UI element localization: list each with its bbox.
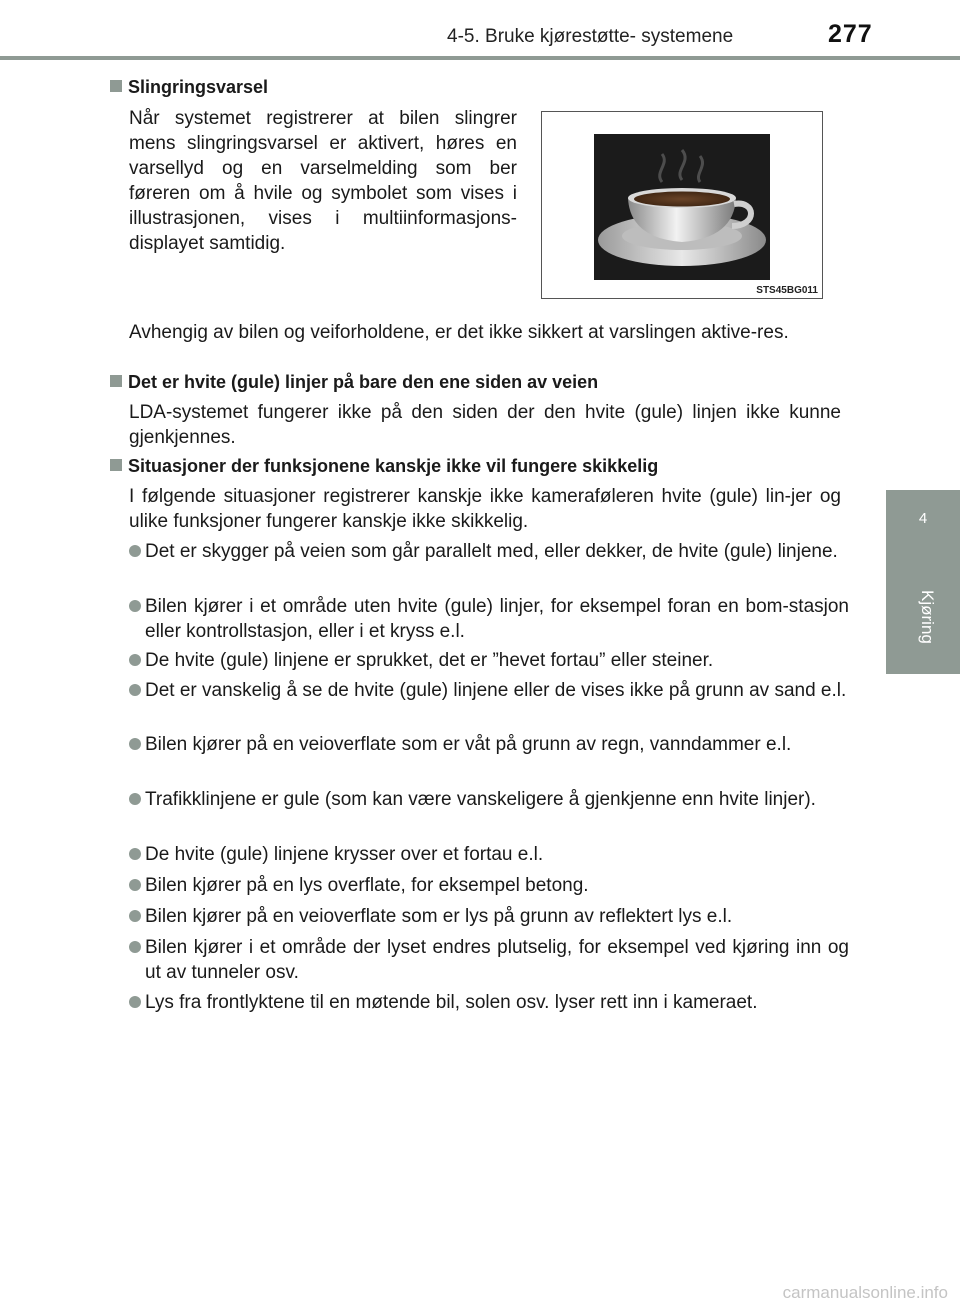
heading-one-side-lines: Det er hvite (gule) linjer på bare den ene siden av veien bbox=[110, 371, 598, 393]
heading-limitations: Situasjoner der funksjonene kanskje ikke vil fungere skikkelig bbox=[110, 455, 658, 477]
figure-code: STS45BG011 bbox=[756, 285, 818, 296]
list-item: Bilen kjører på en veioverflate som er lys på grunn av reflektert lys e.l. bbox=[129, 904, 849, 929]
bullet-dot-icon bbox=[129, 654, 141, 666]
section-title: 4-5. Bruke kjørestøtte- systemene bbox=[447, 26, 734, 47]
square-bullet-icon bbox=[110, 80, 122, 92]
list-item: Bilen kjører i et område uten hvite (gule) linjer, for eksempel foran en bom-stasjon eller kontrollstasjon, eller i et kryss e.l. bbox=[129, 594, 849, 644]
bullet-dot-icon bbox=[129, 848, 141, 860]
list-item: Lys fra frontlyktene til en møtende bil, solen osv. lyser rett inn i kameraet. bbox=[129, 990, 849, 1015]
bullet-dot-icon bbox=[129, 910, 141, 922]
bullet-dot-icon bbox=[129, 545, 141, 557]
bullet-dot-icon bbox=[129, 738, 141, 750]
coffee-cup-figure bbox=[541, 111, 823, 299]
bullet-dot-icon bbox=[129, 879, 141, 891]
list-item: Bilen kjører i et område der lyset endres plutselig, for eksempel ved kjøring inn og ut av tunneler osv. bbox=[129, 935, 849, 985]
limitations-intro: I følgende situasjoner registrerer kanskje ikke kameraføleren hvite (gule) lin-jer og ulike funksjoner fungerer kanskje ikke skikkelig. bbox=[129, 486, 841, 532]
header-divider bbox=[0, 56, 960, 60]
list-item: De hvite (gule) linjene er sprukket, det er ”hevet fortau” eller steiner. bbox=[129, 648, 849, 673]
list-item: Det er vanskelig å se de hvite (gule) linjene eller de vises ikke på grunn av sand e.l. bbox=[129, 678, 849, 703]
slingringsvarsel-intro: Når systemet registrerer at bilen slingrer mens slingringsvarsel er aktivert, høres en varsellyd og en varselmelding som ber føreren om å hvile og symbolet som vises i illustrasjonen, vises i multiinformasjons-displayet samtidig. bbox=[129, 108, 517, 254]
bullet-dot-icon bbox=[129, 996, 141, 1008]
square-bullet-icon bbox=[110, 375, 122, 387]
chapter-name: Kjøring bbox=[918, 590, 937, 644]
bullet-dot-icon bbox=[129, 600, 141, 612]
coffee-cup-icon bbox=[542, 112, 822, 298]
bullet-dot-icon bbox=[129, 941, 141, 953]
list-item: De hvite (gule) linjene krysser over et fortau e.l. bbox=[129, 842, 849, 867]
bullet-dot-icon bbox=[129, 793, 141, 805]
list-item: Bilen kjører på en lys overflate, for eksempel betong. bbox=[129, 873, 849, 898]
list-item: Bilen kjører på en veioverflate som er våt på grunn av regn, vanndammer e.l. bbox=[129, 732, 849, 757]
heading-slingringsvarsel: Slingringsvarsel bbox=[110, 76, 268, 98]
watermark: carmanualsonline.info bbox=[782, 1283, 948, 1302]
chapter-tab bbox=[886, 490, 960, 674]
square-bullet-icon bbox=[110, 459, 122, 471]
slingringsvarsel-note: Avhengig av bilen og veiforholdene, er det ikke sikkert at varslingen aktive-res. bbox=[129, 322, 789, 343]
page-number: 277 bbox=[828, 20, 873, 48]
one-side-lines-text: LDA-systemet fungerer ikke på den siden der den hvite (gule) linjen ikke kunne gjenkjennes. bbox=[129, 402, 841, 448]
bullet-dot-icon bbox=[129, 684, 141, 696]
chapter-number: 4 bbox=[918, 510, 928, 527]
list-item: Det er skygger på veien som går parallelt med, eller dekker, de hvite (gule) linjene. bbox=[129, 539, 849, 564]
list-item: Trafikklinjene er gule (som kan være vanskeligere å gjenkjenne enn hvite linjer). bbox=[129, 787, 849, 812]
